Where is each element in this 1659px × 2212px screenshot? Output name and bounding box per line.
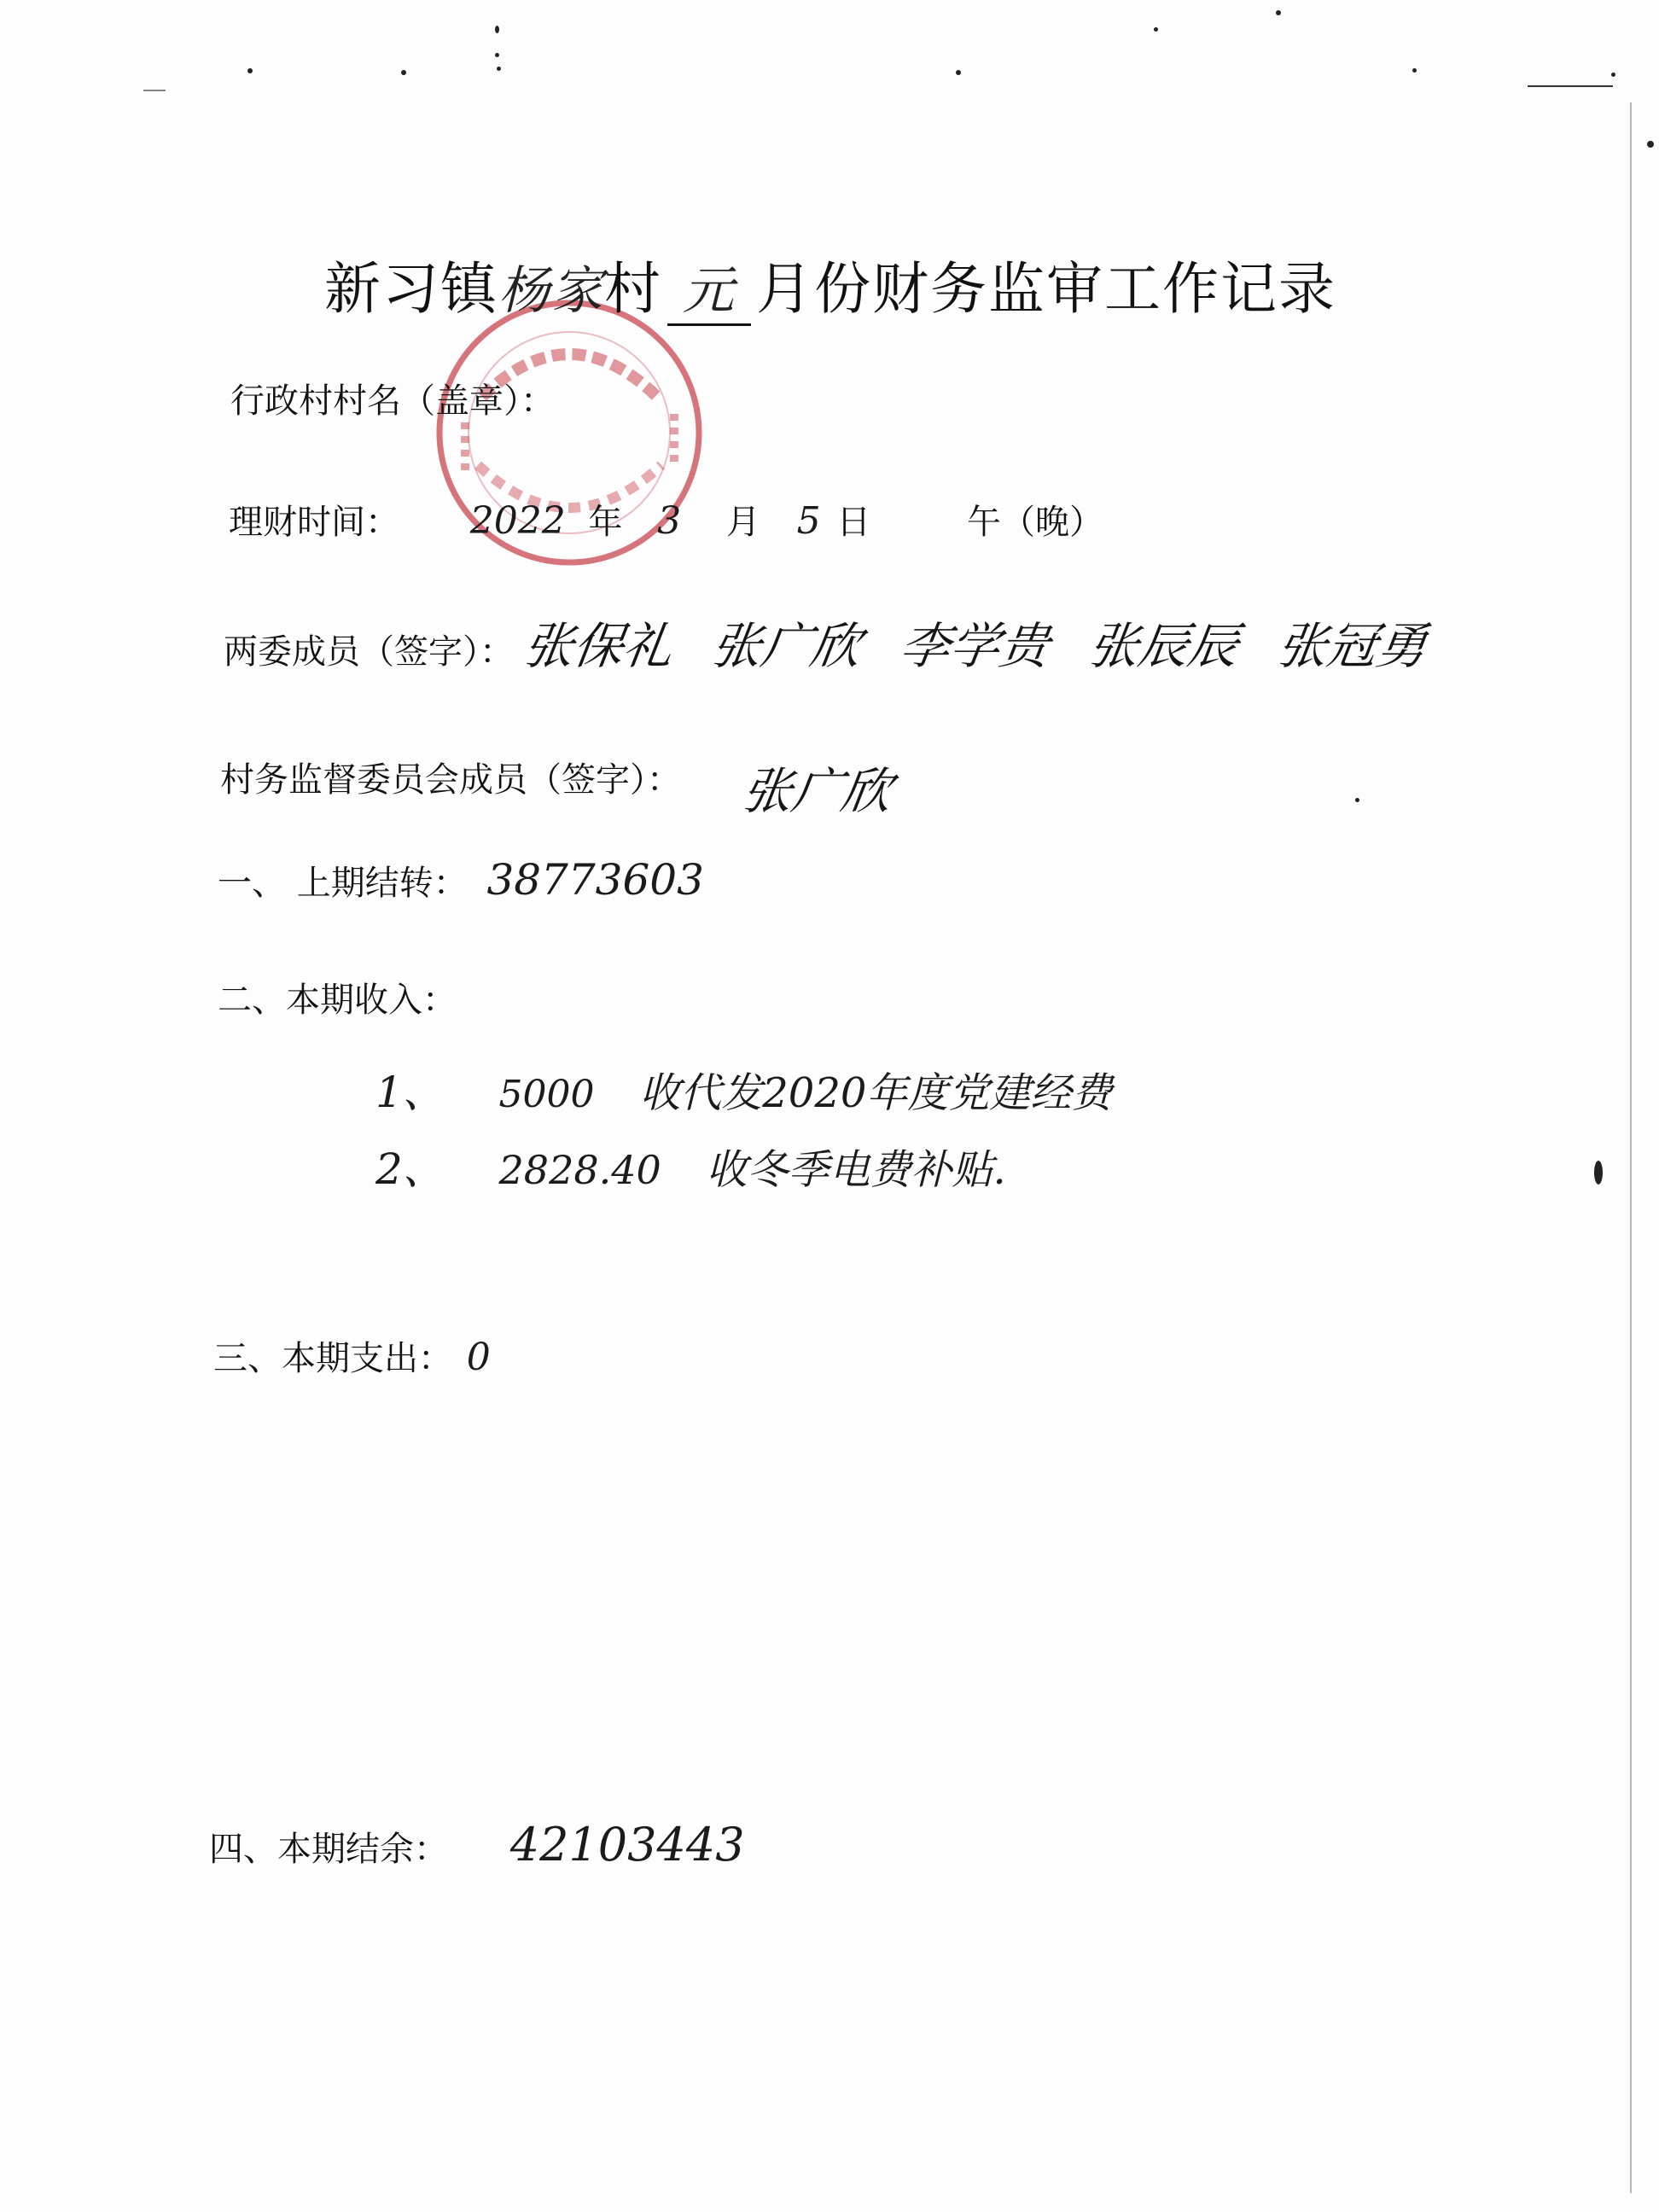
title-suffix: 月份财务监审工作记录: [756, 256, 1336, 322]
committee-signature: 张冠勇: [1273, 617, 1430, 675]
scan-speck: [247, 68, 253, 73]
scan-edge-top: [1528, 85, 1613, 87]
date-period: 午（晚）: [967, 503, 1104, 542]
title-prefix: 新习镇: [324, 256, 498, 322]
village-name-label: 行政村村名（盖章）：: [230, 381, 555, 421]
income-item-desc: 收代发2020年度党建经费: [639, 1069, 1113, 1117]
balance-value: 42103443: [509, 1818, 745, 1871]
village-name-row: [230, 374, 555, 422]
previous-balance-row: [218, 855, 704, 905]
scan-speck: [1594, 1161, 1603, 1185]
committee-signature: 张广欣: [707, 617, 865, 675]
income-row: [218, 973, 457, 1022]
date-label: 理财时间：: [229, 503, 399, 542]
date-year-unit: 年: [588, 503, 623, 542]
document-title: [324, 243, 1336, 326]
expense-row: [213, 1331, 491, 1380]
date-day-unit: 日: [836, 503, 871, 542]
scan-speck: [401, 70, 406, 75]
income-label: 二、本期收入：: [218, 981, 457, 1020]
scan-speck: [497, 67, 501, 71]
balance-label: 四、本期结余：: [209, 1830, 448, 1869]
income-item-desc: 收冬季电费补贴.: [706, 1146, 1006, 1194]
scan-speck: [495, 53, 499, 57]
scan-edge-left: [143, 90, 166, 91]
income-item-amount: 5000: [498, 1073, 595, 1116]
scan-speck: [495, 26, 499, 33]
scan-speck: [1276, 10, 1281, 15]
scan-speck: [1355, 798, 1359, 802]
title-month-handwritten: 元: [667, 250, 751, 326]
expense-label: 三、本期支出：: [213, 1339, 452, 1378]
committee-signature: 张辰辰: [1085, 617, 1243, 675]
title-village-suffix: 村: [604, 256, 662, 322]
committee-signature: 张保礼: [520, 617, 677, 675]
scan-speck: [1154, 27, 1158, 32]
date-month: 3: [657, 499, 682, 543]
supervision-signature: 张广欣: [738, 762, 895, 820]
previous-balance-label: 一、 上期结转：: [218, 864, 468, 903]
date-year: 2022: [469, 499, 566, 543]
date-row: [229, 495, 1103, 544]
supervision-row: [220, 734, 921, 820]
expense-value: 0: [466, 1336, 491, 1379]
scan-speck: [1611, 73, 1615, 77]
income-item-index: 1、: [375, 1068, 445, 1117]
committee-signature: 李学贵: [896, 617, 1054, 675]
scan-edge-right: [1630, 102, 1632, 2193]
committee-label: 两委成员（签字）：: [224, 632, 514, 672]
supervision-label: 村务监督委员会成员（签字）：: [220, 760, 681, 800]
balance-row: [209, 1818, 745, 1871]
income-item-amount: 2828.40: [498, 1147, 661, 1193]
scan-speck: [1412, 68, 1417, 73]
committee-row: [224, 606, 1456, 678]
scan-speck: [956, 70, 961, 75]
income-item: [375, 1058, 1112, 1120]
scan-speck: [1647, 141, 1654, 148]
date-month-unit: 月: [725, 503, 760, 542]
date-day: 5: [796, 499, 821, 543]
income-item-index: 2、: [375, 1144, 445, 1194]
previous-balance-value: 38773603: [486, 855, 704, 905]
title-village-handwritten: 杨家: [498, 261, 604, 321]
income-item: [375, 1135, 1006, 1196]
